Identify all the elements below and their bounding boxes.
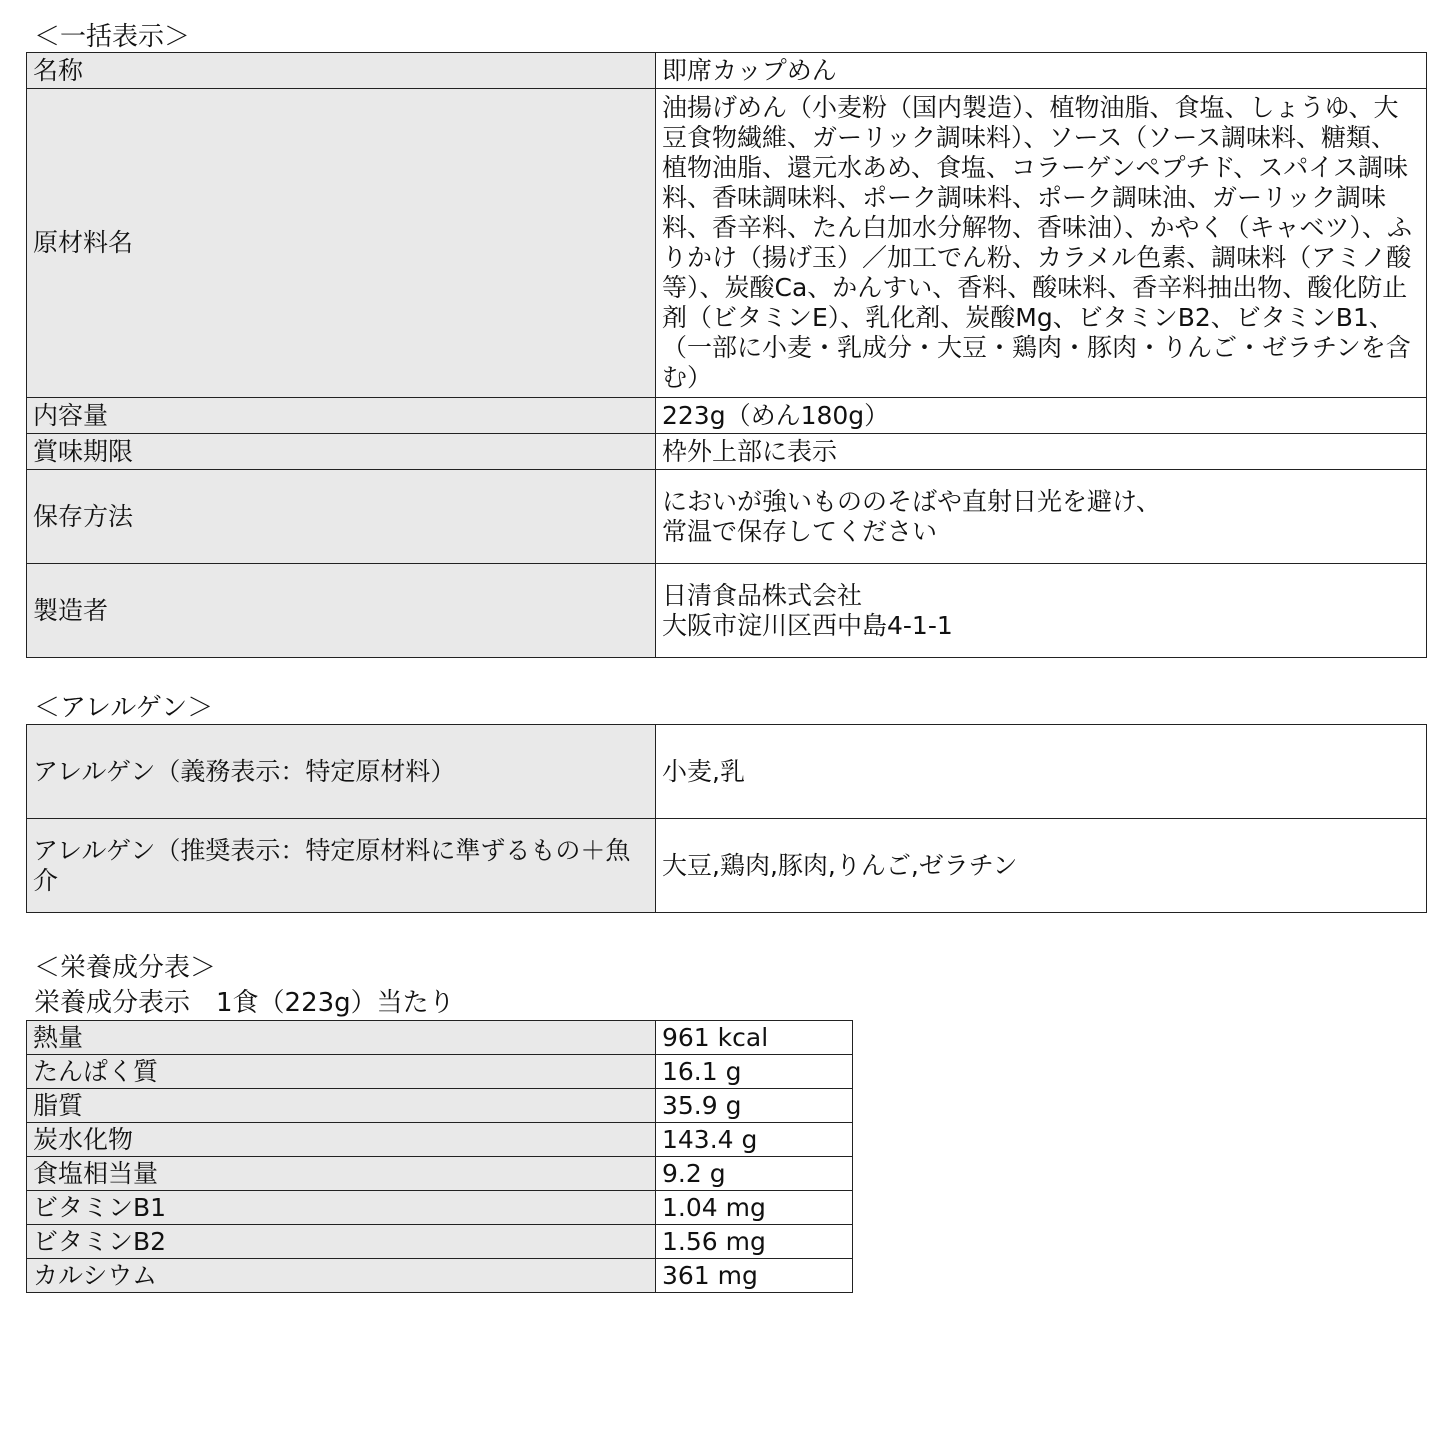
table-row [27, 1021, 853, 1055]
nutrient-value: 35.9 g [656, 1089, 853, 1123]
storage-label: 保存方法 [27, 470, 656, 564]
table-row [27, 53, 1427, 89]
ingredients-label: 原材料名 [27, 89, 656, 398]
table-row [27, 398, 1427, 434]
nutrient-value: 16.1 g [656, 1055, 853, 1089]
table-row [27, 1191, 853, 1225]
summary-table [26, 52, 1427, 658]
nutrition-heading: ＜栄養成分表＞ [34, 953, 217, 983]
best-before-label: 賞味期限 [27, 434, 656, 470]
nutrient-label: ビタミンB2 [27, 1225, 656, 1259]
table-row [27, 434, 1427, 470]
net-content-value: 223g（めん180g） [656, 398, 1427, 434]
allergen-mandatory-value: 小麦,乳 [656, 725, 1427, 819]
nutrient-value: 1.56 mg [656, 1225, 853, 1259]
net-content-label: 内容量 [27, 398, 656, 434]
nutrient-value: 143.4 g [656, 1123, 853, 1157]
table-row [27, 470, 1427, 564]
table-row [27, 1089, 853, 1123]
nutrient-label: ビタミンB1 [27, 1191, 656, 1225]
nutrient-label: 炭水化物 [27, 1123, 656, 1157]
table-row [27, 1157, 853, 1191]
table-row [27, 1225, 853, 1259]
allergen-heading: ＜アレルゲン＞ [34, 693, 214, 723]
table-row [27, 819, 1427, 913]
table-row [27, 1055, 853, 1089]
allergen-mandatory-label: アレルゲン（義務表示：特定原材料） [27, 725, 656, 819]
nutrient-label: 熱量 [27, 1021, 656, 1055]
nutrient-label: 食塩相当量 [27, 1157, 656, 1191]
table-row [27, 725, 1427, 819]
allergen-table [26, 724, 1427, 913]
nutrient-value: 961 kcal [656, 1021, 853, 1055]
summary-heading: ＜一括表示＞ [34, 22, 191, 52]
nutrition-subheading: 栄養成分表示 1食（223g）当たり [34, 988, 455, 1018]
product-name-label: 名称 [27, 53, 656, 89]
nutrient-value: 9.2 g [656, 1157, 853, 1191]
allergen-recommended-value: 大豆,鶏肉,豚肉,りんご,ゼラチン [656, 819, 1427, 913]
table-row [27, 564, 1427, 658]
storage-value: においが強いもののそばや直射日光を避け、 常温で保存してください [656, 470, 1427, 564]
nutrient-label: 脂質 [27, 1089, 656, 1123]
ingredients-value: 油揚げめん（小麦粉（国内製造）、植物油脂、食塩、しょうゆ、大豆食物繊維、ガーリック調味料）、ソース（ソース調味料、糖類、植物油脂、還元水あめ、食塩、コラーゲンペプチド、スパイス調味料、香味調味料、ポーク調味料、ポーク調味油、ガーリック調味料、香辛料、たん白加水分解物、香味油）、かやく（キャベツ）、ふりかけ（揚げ玉）／加工でん粉、カラメル色素、調味料（アミノ酸等）、炭酸Ca、かんすい、香料、酸味料、香辛料抽出物、酸化防止剤（ビタミンE）、乳化剤、炭酸Mg、ビタミンB2、ビタミンB1、（一部に小麦・乳成分・大豆・鶏肉・豚肉・りんご・ゼラチンを含む） [656, 89, 1427, 398]
allergen-recommended-label: アレルゲン（推奨表示：特定原材料に準ずるもの＋魚介 [27, 819, 656, 913]
table-row [27, 1123, 853, 1157]
nutrient-value: 1.04 mg [656, 1191, 853, 1225]
nutrient-label: たんぱく質 [27, 1055, 656, 1089]
nutrient-label: カルシウム [27, 1259, 656, 1293]
manufacturer-value: 日清食品株式会社 大阪市淀川区西中島4-1-1 [656, 564, 1427, 658]
table-row [27, 1259, 853, 1293]
nutrient-value: 361 mg [656, 1259, 853, 1293]
table-row [27, 89, 1427, 398]
nutrition-table [26, 1020, 853, 1293]
manufacturer-label: 製造者 [27, 564, 656, 658]
best-before-value: 枠外上部に表示 [656, 434, 1427, 470]
product-name-value: 即席カップめん [656, 53, 1427, 89]
